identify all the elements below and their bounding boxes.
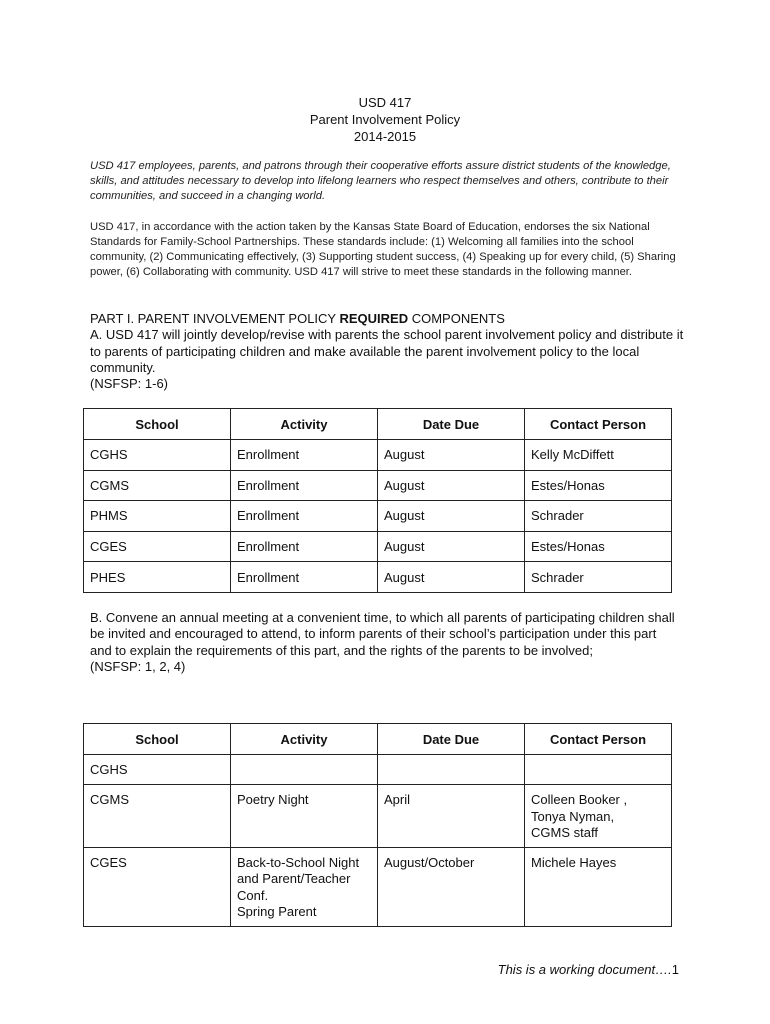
cell-activity xyxy=(231,848,378,927)
cell-activity: Poetry Night xyxy=(231,785,378,848)
cell-school: CGES xyxy=(84,531,231,562)
footer-text: This is a working document…. xyxy=(497,962,672,977)
cell-activity: Enrollment xyxy=(231,470,378,501)
intro-paragraph: USD 417, in accordance with the action taken by the Kansas State Board of Education, endorses the six National Standards for Family-School Partnerships. These standards include: (1) Welcoming all families into the school community, (2) Communicating effectively, (3) Supporting student success, (4) Speaking up for every child, (5) Sharing power, (6) Collaborating with community. USD 417 will strive to meet these standards in the following manner. xyxy=(90,221,676,278)
header-activity: Activity xyxy=(231,724,378,755)
enrollment-table xyxy=(83,408,672,593)
header-school: School xyxy=(84,724,231,755)
table-header-row xyxy=(84,409,672,440)
activity-line: Conf. xyxy=(237,887,269,903)
part-heading-pre: PART I. PARENT INVOLVEMENT POLICY xyxy=(90,311,340,326)
cell-contact: Michele Hayes xyxy=(525,848,672,927)
cell-contact xyxy=(525,785,672,848)
cell-school: CGES xyxy=(84,848,231,927)
table-row xyxy=(84,531,672,562)
cell-date: August xyxy=(378,470,525,501)
page-number: 1 xyxy=(671,962,679,977)
part-b-section xyxy=(90,610,680,675)
table-row xyxy=(84,755,672,785)
part-b-text: B. Convene an annual meeting at a convenient time, to which all parents of participating children shall be invited and encouraged to attend, to inform parents of their school’s participation under this part and to explain the requirements of this part, and the rights of the parents to be involved; xyxy=(90,610,675,658)
mission-statement: USD 417 employees, parents, and patrons through their cooperative efforts assure district students of the knowledge, skills, and attitudes necessary to develop into lifelong learners who respect themselves and others, contribute to their communities, and succeed in a changing world. xyxy=(90,160,671,202)
part-a-section xyxy=(90,311,690,392)
cell-activity xyxy=(231,755,378,785)
contact-line: CGMS staff xyxy=(531,824,598,840)
cell-school: PHES xyxy=(84,562,231,593)
school-year: 2014-2015 xyxy=(353,129,417,144)
cell-date: August xyxy=(378,440,525,471)
cell-contact xyxy=(525,755,672,785)
cell-activity: Enrollment xyxy=(231,501,378,532)
table-row xyxy=(84,501,672,532)
table-row xyxy=(84,470,672,501)
contact-line: Colleen Booker , xyxy=(531,792,628,808)
table-row xyxy=(84,440,672,471)
activity-line: Spring Parent xyxy=(237,904,317,920)
cell-activity: Enrollment xyxy=(231,531,378,562)
table-row xyxy=(84,562,672,593)
page-footer xyxy=(498,962,679,977)
cell-school: PHMS xyxy=(84,501,231,532)
cell-school: CGHS xyxy=(84,440,231,471)
part-b-ref: (NSFSP: 1, 2, 4) xyxy=(90,658,186,674)
activity-line: Back-to-School Night xyxy=(237,855,360,871)
cell-date: August xyxy=(378,562,525,593)
cell-date xyxy=(378,755,525,785)
cell-contact: Schrader xyxy=(525,562,672,593)
cell-activity: Enrollment xyxy=(231,562,378,593)
header-date-due: Date Due xyxy=(378,724,525,755)
cell-date: August xyxy=(378,501,525,532)
cell-contact: Schrader xyxy=(525,501,672,532)
header-contact-person: Contact Person xyxy=(525,409,672,440)
activity-line: and Parent/Teacher xyxy=(237,871,351,887)
annual-meeting-table xyxy=(83,723,672,927)
cell-school: CGHS xyxy=(84,755,231,785)
cell-contact: Estes/Honas xyxy=(525,470,672,501)
part-heading xyxy=(90,311,690,327)
table-row xyxy=(84,785,672,848)
part-heading-required: REQUIRED xyxy=(339,311,409,326)
cell-school: CGMS xyxy=(84,785,231,848)
cell-contact: Estes/Honas xyxy=(525,531,672,562)
document-header xyxy=(0,94,770,145)
part-heading-post: COMPONENTS xyxy=(408,311,505,326)
cell-school: CGMS xyxy=(84,470,231,501)
cell-date: August/October xyxy=(378,848,525,927)
header-school: School xyxy=(84,409,231,440)
table-header-row xyxy=(84,724,672,755)
cell-date: August xyxy=(378,531,525,562)
header-date-due: Date Due xyxy=(378,409,525,440)
contact-line: Tonya Nyman, xyxy=(531,808,615,824)
header-contact-person: Contact Person xyxy=(525,724,672,755)
cell-contact: Kelly McDiffett xyxy=(525,440,672,471)
district-name: USD 417 xyxy=(358,95,412,110)
table-row xyxy=(84,848,672,927)
cell-activity: Enrollment xyxy=(231,440,378,471)
cell-date: April xyxy=(378,785,525,848)
header-activity: Activity xyxy=(231,409,378,440)
part-a-ref: (NSFSP: 1-6) xyxy=(90,376,169,392)
part-a-text: A. USD 417 will jointly develop/revise with parents the school parent involvement policy and distribute it to parents of participating children and make available the parent involvement policy to the local community. xyxy=(90,327,684,375)
document-title: Parent Involvement Policy xyxy=(309,112,461,127)
